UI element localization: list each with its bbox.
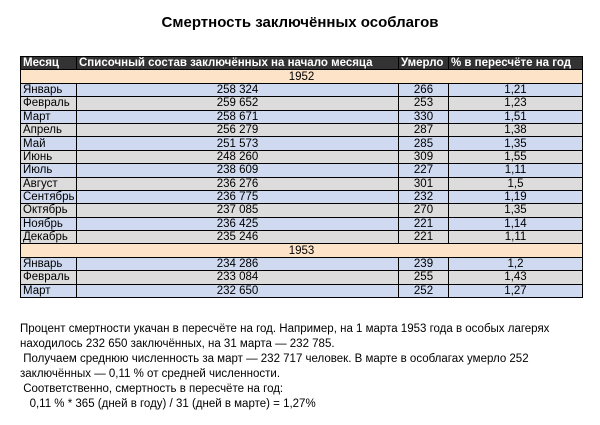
rate-cell: 1,14 [449,217,583,230]
count-cell: 238 609 [77,164,399,177]
month-cell: Декабрь [21,231,77,244]
died-cell: 239 [399,257,449,270]
table-row [21,284,583,297]
count-cell: 248 260 [77,150,399,163]
table-row [21,217,583,230]
count-cell: 251 573 [77,137,399,150]
count-cell: 259 652 [77,97,399,110]
count-cell: 236 775 [77,190,399,203]
column-header-rate: % в пересчёте на год [449,57,583,70]
table-row [21,231,583,244]
rate-cell: 1,2 [449,257,583,270]
table-row [21,123,583,136]
count-cell: 258 671 [77,110,399,123]
year-row [21,244,583,257]
month-cell: Август [21,177,77,190]
died-cell: 287 [399,123,449,136]
rate-cell: 1,11 [449,164,583,177]
rate-cell: 1,23 [449,97,583,110]
table-row [21,137,583,150]
count-cell: 236 276 [77,177,399,190]
month-cell: Февраль [21,271,77,284]
column-header-count: Списочный состав заключённых на начало месяца [77,57,399,70]
month-cell: Апрель [21,123,77,136]
died-cell: 301 [399,177,449,190]
count-cell: 258 324 [77,83,399,96]
rate-cell: 1,5 [449,177,583,190]
died-cell: 330 [399,110,449,123]
died-cell: 309 [399,150,449,163]
table-row [21,150,583,163]
died-cell: 252 [399,284,449,297]
month-cell: Май [21,137,77,150]
table-row [21,204,583,217]
table-row [21,190,583,203]
count-cell: 233 084 [77,271,399,284]
month-cell: Февраль [21,97,77,110]
year-label: 1952 [21,70,583,83]
explanation-note [20,322,590,412]
rate-cell: 1,19 [449,190,583,203]
rate-cell: 1,35 [449,137,583,150]
died-cell: 221 [399,217,449,230]
count-cell: 237 085 [77,204,399,217]
died-cell: 270 [399,204,449,217]
month-cell: Ноябрь [21,217,77,230]
rate-cell: 1,38 [449,123,583,136]
died-cell: 253 [399,97,449,110]
note-line: Процент смертности укачан в пересчёте на год. Например, на 1 марта 1953 года в особых лагерях [20,323,550,335]
count-cell: 232 650 [77,284,399,297]
rate-cell: 1,55 [449,150,583,163]
count-cell: 234 286 [77,257,399,270]
month-cell: Сентябрь [21,190,77,203]
table-row [21,271,583,284]
rate-cell: 1,51 [449,110,583,123]
month-cell: Январь [21,257,77,270]
mortality-table [20,56,583,298]
rate-cell: 1,35 [449,204,583,217]
table-header-row [21,57,583,70]
note-line: 0,11 % * 365 (дней в году) / 31 (дней в марте) = 1,27% [20,398,316,410]
count-cell: 236 425 [77,217,399,230]
died-cell: 285 [399,137,449,150]
died-cell: 232 [399,190,449,203]
rate-cell: 1,27 [449,284,583,297]
table-row [21,97,583,110]
year-row [21,70,583,83]
month-cell: Январь [21,83,77,96]
died-cell: 221 [399,231,449,244]
note-line: Соответственно, смертность в пересчёте на год: [20,383,284,395]
month-cell: Октябрь [21,204,77,217]
note-line: находилось 232 650 заключённых, на 31 марта — 232 785. [20,338,335,350]
table-row [21,177,583,190]
rate-cell: 1,43 [449,271,583,284]
rate-cell: 1,21 [449,83,583,96]
died-cell: 266 [399,83,449,96]
column-header-died: Умерло [399,57,449,70]
month-cell: Июнь [21,150,77,163]
note-line: заключённых — 0,11 % от средней численности. [20,368,281,380]
month-cell: Март [21,110,77,123]
died-cell: 255 [399,271,449,284]
month-cell: Март [21,284,77,297]
count-cell: 235 246 [77,231,399,244]
rate-cell: 1,11 [449,231,583,244]
count-cell: 256 279 [77,123,399,136]
note-line: Получаем среднюю численность за март — 232 717 человек. В марте в особлагах умерло 252 [20,353,529,365]
column-header-month: Месяц [21,57,77,70]
table-row [21,257,583,270]
table-row [21,164,583,177]
year-label: 1953 [21,244,583,257]
page-title: Смертность заключённых особлагов [161,14,439,31]
table-row [21,83,583,96]
died-cell: 227 [399,164,449,177]
table-row [21,110,583,123]
month-cell: Июль [21,164,77,177]
